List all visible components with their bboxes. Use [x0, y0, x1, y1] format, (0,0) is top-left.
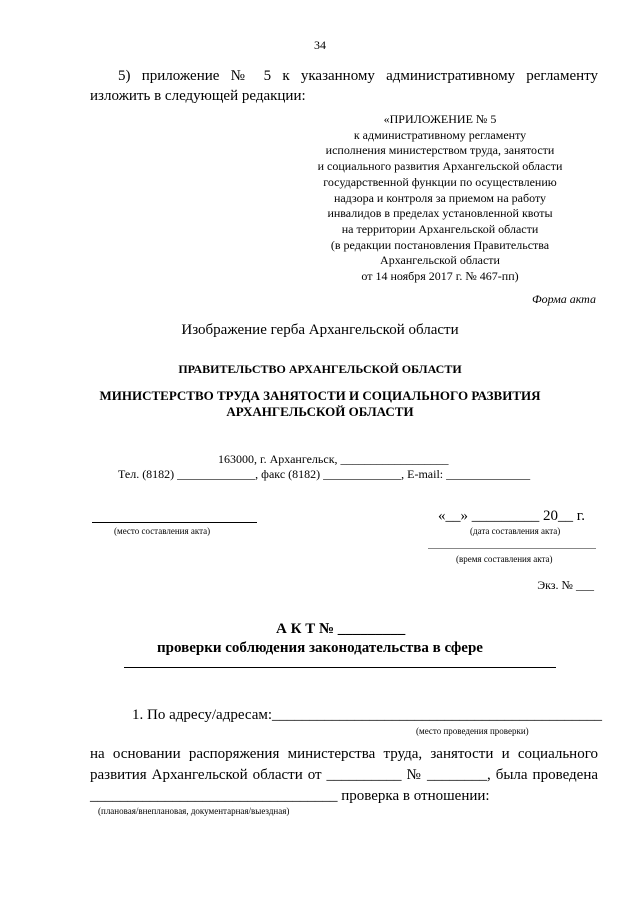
intro-line-2: изложить в следующей редакции:	[90, 88, 306, 104]
address-item-caption: (место проведения проверки)	[416, 726, 529, 736]
appendix-line: государственной функции по осуществлению	[323, 174, 557, 189]
place-caption: (место составления акта)	[114, 526, 211, 536]
government-title: ПРАВИТЕЛЬСТВО АРХАНГЕЛЬСКОЙ ОБЛАСТИ	[178, 362, 462, 376]
basis-line-1: на основании распоряжения министерства труда, занятости и социального	[90, 746, 598, 762]
inspection-subject-label: проверка в отношении:	[341, 788, 490, 804]
address-item-label: 1. По адресу/адресам:____________________________________________	[132, 707, 603, 723]
ministry-line-2: АРХАНГЕЛЬСКОЙ ОБЛАСТИ	[226, 404, 414, 419]
time-caption: (время составления акта)	[456, 554, 553, 564]
address-line-2: Тел. (8182) _____________, факс (8182) _____________, E-mail: ______________	[118, 467, 531, 481]
appendix-line: на территории Архангельской области	[341, 221, 539, 236]
inspection-type-field[interactable]: _________________________________	[90, 788, 338, 804]
ministry-title	[0, 388, 640, 420]
act-subtitle: проверки соблюдения законодательства в сфере	[157, 640, 483, 656]
appendix-line: инвалидов в пределах установленной квоты	[327, 206, 553, 221]
appendix-line: (в редакции постановления Правительства	[330, 237, 550, 252]
ministry-line-1: МИНИСТЕРСТВО ТРУДА ЗАНЯТОСТИ И СОЦИАЛЬНОГО РАЗВИТИЯ	[99, 388, 541, 403]
copy-number: Экз. № ___	[537, 578, 594, 592]
place-field-line[interactable]	[92, 522, 257, 523]
intro-line-1: 5) приложение № 5 к указанному административному регламенту	[118, 68, 598, 84]
inspection-type-caption: (плановая/внеплановая, документарная/выездная)	[98, 806, 290, 816]
appendix-line: и социального развития Архангельской области	[317, 159, 563, 174]
appendix-header	[290, 112, 590, 285]
appendix-line: к административному регламенту	[353, 127, 527, 142]
date-field[interactable]: «__» _________ 20__ г.	[438, 508, 585, 524]
address-line-1: 163000, г. Архангельск, __________________	[218, 452, 449, 466]
appendix-line: «ПРИЛОЖЕНИЕ № 5	[383, 112, 497, 126]
appendix-line: Архангельской области	[380, 253, 500, 268]
basis-line-3	[90, 788, 490, 805]
coat-of-arms-caption: Изображение герба Архангельской области	[181, 322, 459, 338]
act-sphere-field-line[interactable]	[124, 667, 556, 668]
appendix-line: от 14 ноября 2017 г. № 467-пп)	[361, 269, 519, 284]
appendix-line: надзора и контроля за приемом на работу	[333, 190, 547, 205]
form-label: Форма акта	[532, 292, 596, 306]
act-title: А К Т № _________	[276, 621, 406, 637]
page-number: 34	[314, 38, 326, 52]
basis-line-2: развития Архангельской области от __________ № ________, была проведена	[90, 767, 598, 783]
date-caption: (дата составления акта)	[470, 526, 561, 536]
time-field-line[interactable]	[428, 548, 596, 549]
appendix-line: исполнения министерством труда, занятости	[325, 143, 555, 158]
